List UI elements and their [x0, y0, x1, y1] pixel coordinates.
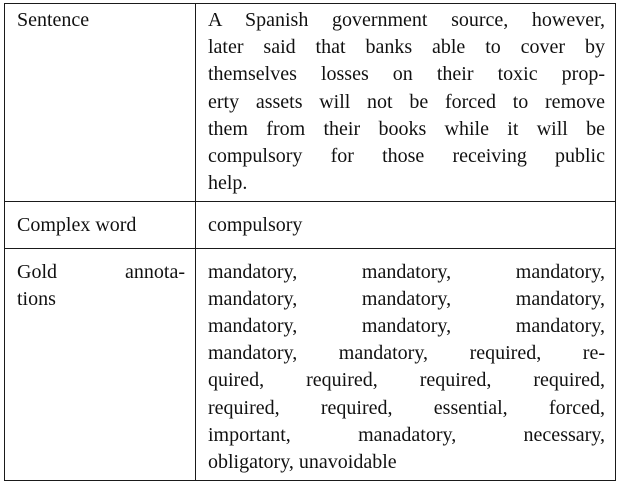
sentence-line: them from their books while it will be: [208, 117, 605, 140]
sentence-line: erty assets will not be forced to remove: [208, 90, 605, 113]
row-label-sentence: [5, 4, 196, 202]
row-label-complex-word: [5, 202, 196, 248]
gold-annotation-line: required, required, essential, forced,: [208, 396, 605, 419]
complex-word-text: [196, 202, 616, 248]
table-row-complex-word: [5, 202, 616, 248]
sentence-line: help.: [208, 172, 248, 195]
gold-annotation-line: quired, required, required, required,: [208, 369, 605, 392]
complex-word-value: compulsory: [208, 214, 303, 237]
gold-annotation-line: mandatory, mandatory, required, re-: [208, 342, 605, 365]
sentence-line: compulsory for those receiving public: [208, 145, 605, 168]
sentence-line: later said that banks able to cover by: [208, 36, 605, 59]
row-label-gold-annotations: [5, 248, 196, 481]
sentence-line: A Spanish government source, however,: [208, 9, 605, 31]
row-label-text: Sentence: [17, 9, 90, 31]
sentence-line: themselves losses on their toxic prop-: [208, 63, 605, 86]
table-row-gold-annotations: [5, 248, 616, 481]
row-label-text: Complex word: [17, 214, 137, 237]
gold-annotations-text: [196, 248, 616, 481]
gold-annotation-line: obligatory, unavoidable: [208, 451, 397, 474]
gold-annotation-line: important, manadatory, necessary,: [208, 423, 605, 446]
row-label-text: tions: [17, 287, 56, 310]
row-label-text: Gold annota-: [17, 260, 185, 283]
gold-annotation-line: mandatory, mandatory, mandatory,: [208, 260, 605, 283]
table-row-sentence: [5, 4, 616, 202]
annotation-table: [4, 3, 616, 481]
gold-annotation-line: mandatory, mandatory, mandatory,: [208, 315, 605, 338]
gold-annotation-line: mandatory, mandatory, mandatory,: [208, 287, 605, 310]
sentence-text: [196, 4, 616, 202]
